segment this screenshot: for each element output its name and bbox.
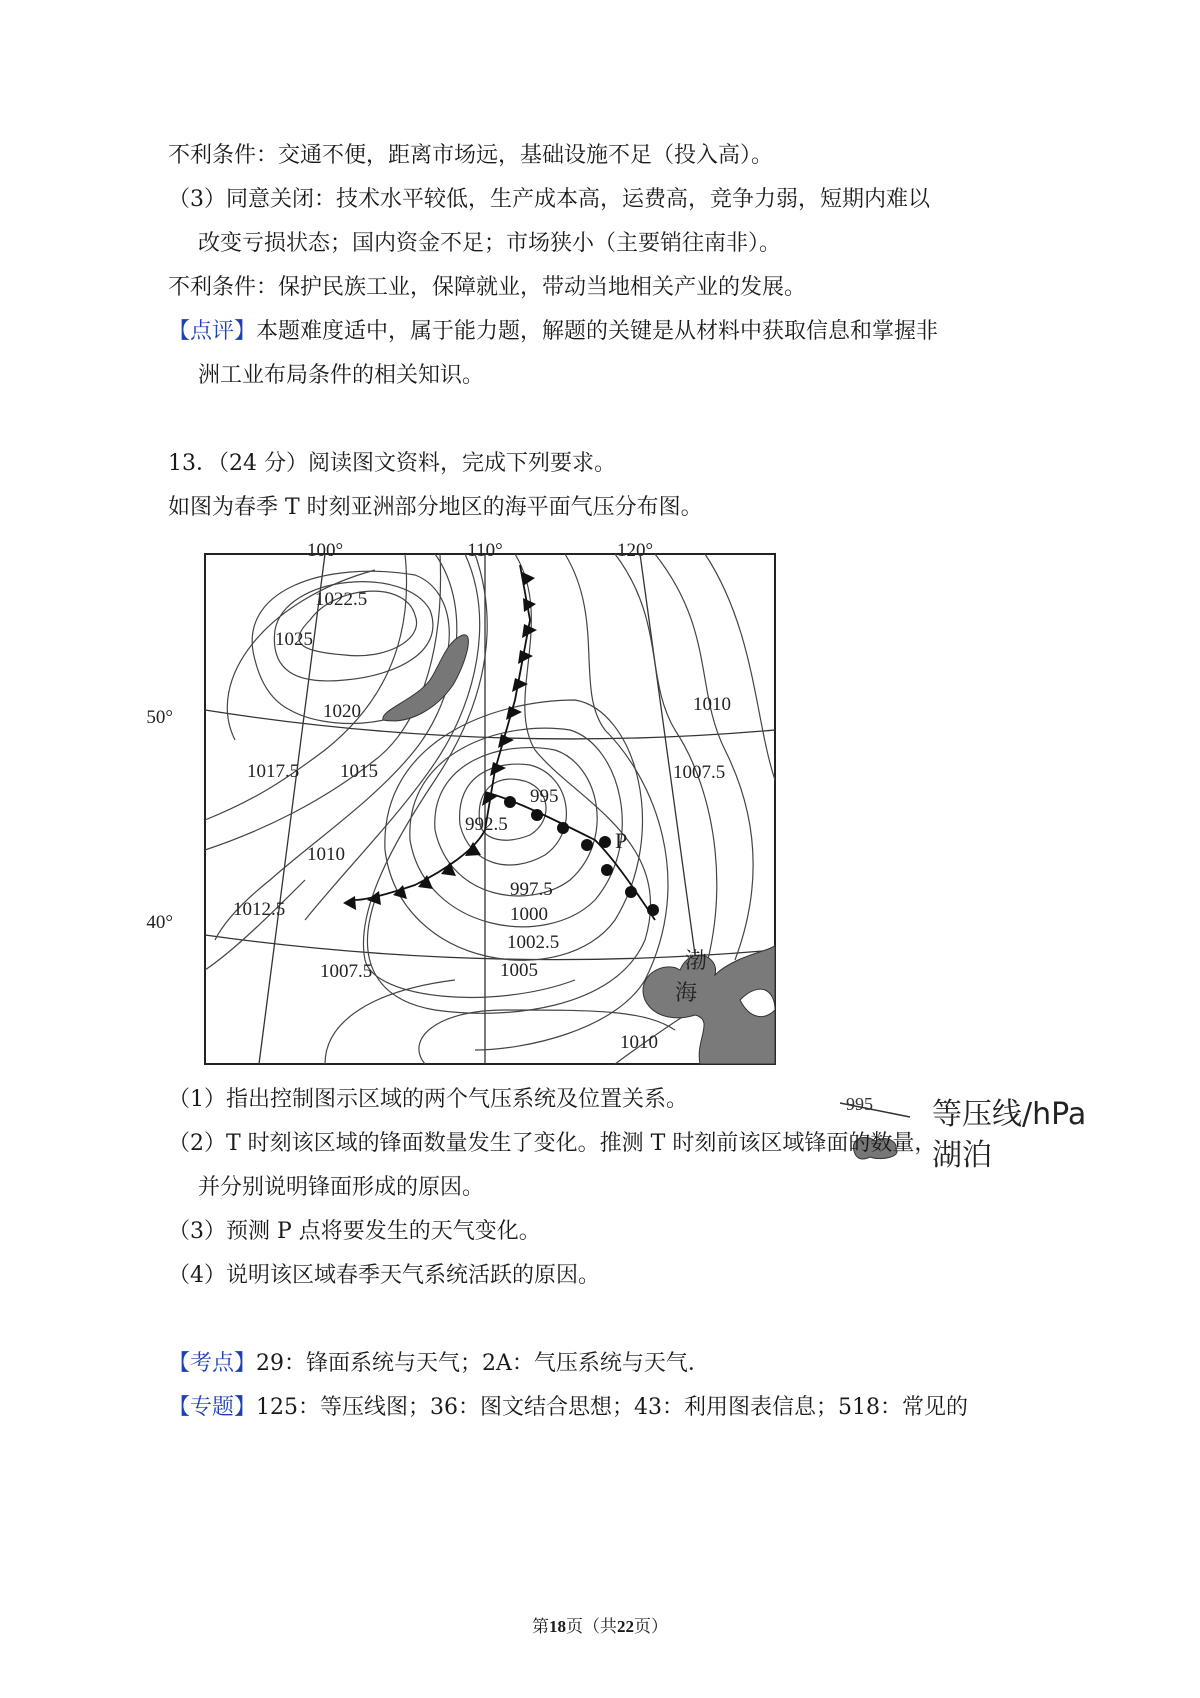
answer-line-1: 不利条件：交通不便，距离市场远，基础设施不足（投入高）。 <box>168 143 774 168</box>
lon-label-100: 100° <box>306 540 344 561</box>
kaodian-text: 29：锋面系统与天气；2A：气压系统与天气． <box>256 1351 710 1376</box>
kaodian-line <box>168 1348 710 1380</box>
figure-intro: 如图为春季 T 时刻亚洲部分地区的海平面气压分布图。 <box>168 495 703 520</box>
legend-lake-label: 湖泊 <box>932 1138 992 1173</box>
isobar-label: 1015 <box>340 761 378 782</box>
point-p-label: P <box>615 828 628 853</box>
isobar-label: 992.5 <box>465 814 508 835</box>
bohai-label-1: 渤 <box>685 948 708 973</box>
sub-question-3: （3）预测 P 点将要发生的天气变化。 <box>168 1219 541 1244</box>
lat-label-50: 50° <box>146 707 173 728</box>
isobar-label: 1002.5 <box>507 932 560 953</box>
answer-line-3: 改变亏损状态；国内资金不足；市场狭小（主要销往南非）。 <box>198 231 782 256</box>
isobar-label: 1012.5 <box>233 899 286 920</box>
sub-question-2-cont: 并分别说明锋面形成的原因。 <box>198 1175 485 1200</box>
question-13-title: 13．（24 分）阅读图文资料，完成下列要求。 <box>168 451 616 476</box>
isobar-label: 1022.5 <box>315 589 368 610</box>
cold-front <box>343 565 537 910</box>
page-total: 22 <box>617 1617 634 1636</box>
comment-tag: 【点评】 <box>168 319 257 344</box>
comment-text: 本题难度适中，属于能力题，解题的关键是从材料中获取信息和掌握非 <box>256 319 939 344</box>
warm-front <box>485 792 659 920</box>
isobar-label: 1010 <box>693 694 731 715</box>
isobar-label: 1010 <box>307 844 345 865</box>
isobar-label: 1020 <box>323 701 361 722</box>
kaodian-tag: 【考点】 <box>168 1351 257 1376</box>
zhuanti-tag: 【专题】 <box>168 1395 257 1420</box>
lon-label-110: 110° <box>467 540 503 561</box>
isobar-label: 1010 <box>620 1032 658 1053</box>
page-number: 18 <box>549 1617 566 1636</box>
isobar-label: 995 <box>530 786 559 807</box>
isobar-label: 1005 <box>500 960 538 981</box>
bohai-label-2: 海 <box>675 980 698 1005</box>
isobar-label: 1007.5 <box>673 762 726 783</box>
lat-label-40: 40° <box>146 912 173 933</box>
sub-question-1: （1）指出控制图示区域的两个气压系统及位置关系。 <box>168 1087 688 1112</box>
lon-label-120: 120° <box>616 540 654 561</box>
legend-isobar-label: 等压线/hPa <box>932 1097 1087 1132</box>
comment-line-2: 洲工业布局条件的相关知识。 <box>198 363 485 388</box>
isobar-label: 997.5 <box>510 879 553 900</box>
zhuanti-text: 125：等压线图；36：图文结合思想；43：利用图表信息；518：常见的 <box>256 1395 968 1420</box>
isobar-label: 1025 <box>275 629 313 650</box>
isobar-label: 1017.5 <box>247 761 300 782</box>
isobar-label: 1007.5 <box>320 961 373 982</box>
page-footer: 第18页（共22页） <box>532 1617 668 1637</box>
answer-line-4: 不利条件：保护民族工业，保障就业，带动当地相关产业的发展。 <box>168 275 807 300</box>
pressure-map <box>146 540 805 1080</box>
legend-isobar-sample: 995 <box>846 1094 873 1114</box>
zhuanti-line <box>168 1392 968 1424</box>
sub-question-4: （4）说明该区域春季天气系统活跃的原因。 <box>168 1263 600 1288</box>
answer-line-2: （3）同意关闭：技术水平较低，生产成本高，运费高，竞争力弱，短期内难以 <box>168 187 930 212</box>
sub-question-2: （2）T 时刻该区域的锋面数量发生了变化。推测 T 时刻前该区域锋面的数量， <box>168 1131 937 1156</box>
isobar-label: 1000 <box>510 904 548 925</box>
comment-line <box>168 316 938 348</box>
